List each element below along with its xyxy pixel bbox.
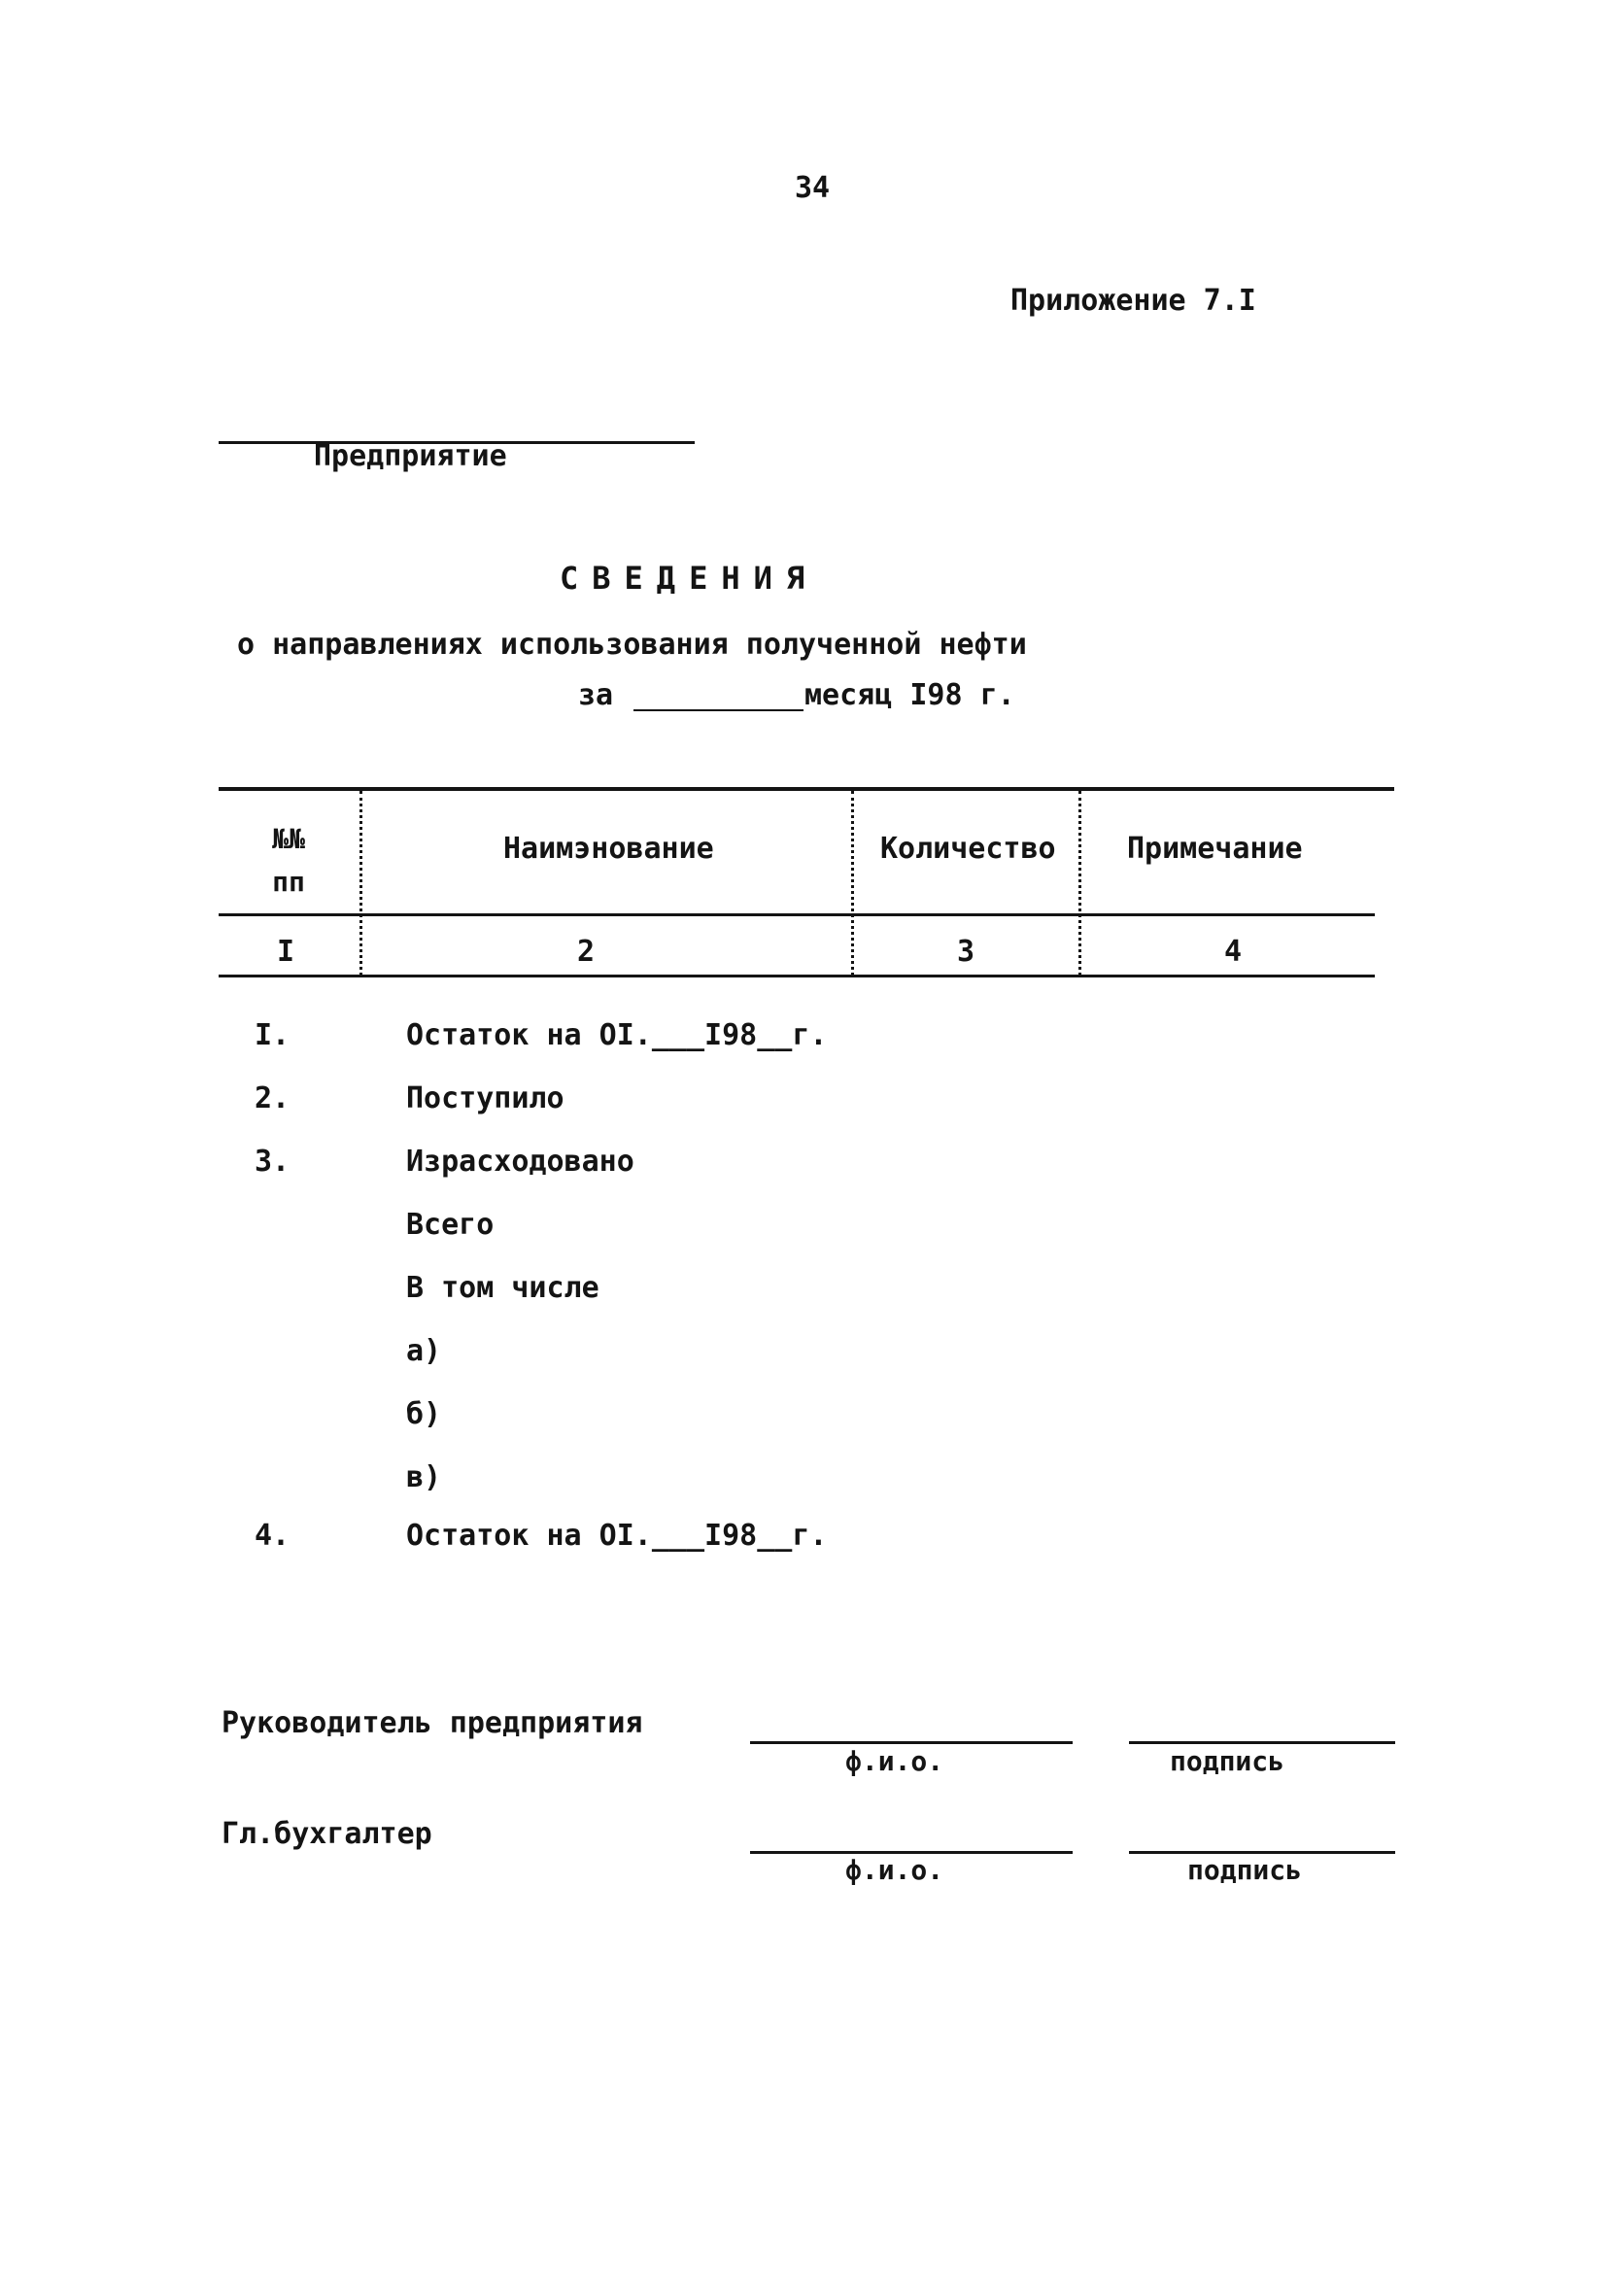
row-text: Израсходовано: [406, 1145, 634, 1179]
row-text: В том числе: [406, 1271, 599, 1305]
signature-label: подпись: [1170, 1745, 1285, 1777]
signature-label: подпись: [1187, 1854, 1303, 1886]
row-text: Остаток на OI.___I98__г.: [406, 1519, 828, 1553]
table-numbers-rule: [219, 975, 1375, 977]
signature-role: Руководитель предприятия: [222, 1706, 643, 1740]
page-number: 34: [795, 171, 831, 205]
name-label: ф.и.о.: [845, 1854, 944, 1886]
column-separator: [359, 791, 362, 976]
column-number-2: 2: [577, 935, 596, 969]
column-number-1: I: [277, 935, 295, 969]
table-header-rule: [219, 913, 1375, 916]
document-subtitle: о направлениях использования полученной нефти: [237, 628, 1027, 662]
header-note: Примечание: [1127, 832, 1303, 866]
row-text: Поступило: [406, 1081, 564, 1115]
row-text: а): [406, 1334, 442, 1368]
header-name: Наимэнование: [503, 832, 714, 866]
enterprise-label: Предприятие: [314, 439, 507, 473]
period-prefix: за: [578, 678, 614, 712]
row-text: Остаток на OI.___I98__г.: [406, 1018, 828, 1052]
name-label: ф.и.о.: [845, 1745, 944, 1777]
row-number: 3.: [255, 1145, 291, 1179]
header-quantity: Количество: [880, 832, 1056, 866]
document-title: СВЕДЕНИЯ: [560, 560, 819, 597]
column-number-3: 3: [957, 935, 975, 969]
column-separator: [1078, 791, 1081, 976]
period-suffix: месяц I98 г.: [804, 678, 1015, 712]
appendix-label: Приложение 7.I: [1010, 284, 1256, 318]
column-separator: [851, 791, 854, 976]
signature-role: Гл.бухгалтер: [222, 1817, 432, 1851]
month-blank-line: [633, 709, 804, 711]
header-number: №№ пп: [272, 823, 305, 898]
row-number: 2.: [255, 1081, 291, 1115]
row-number: I.: [255, 1018, 291, 1052]
row-text: б): [406, 1397, 442, 1431]
table-top-rule: [219, 787, 1394, 791]
row-number: 4.: [255, 1519, 291, 1553]
signature-blank-line: [1129, 1741, 1395, 1744]
name-blank-line: [750, 1741, 1073, 1744]
row-text: Всего: [406, 1208, 495, 1242]
column-number-4: 4: [1224, 935, 1243, 969]
row-text: в): [406, 1460, 442, 1494]
